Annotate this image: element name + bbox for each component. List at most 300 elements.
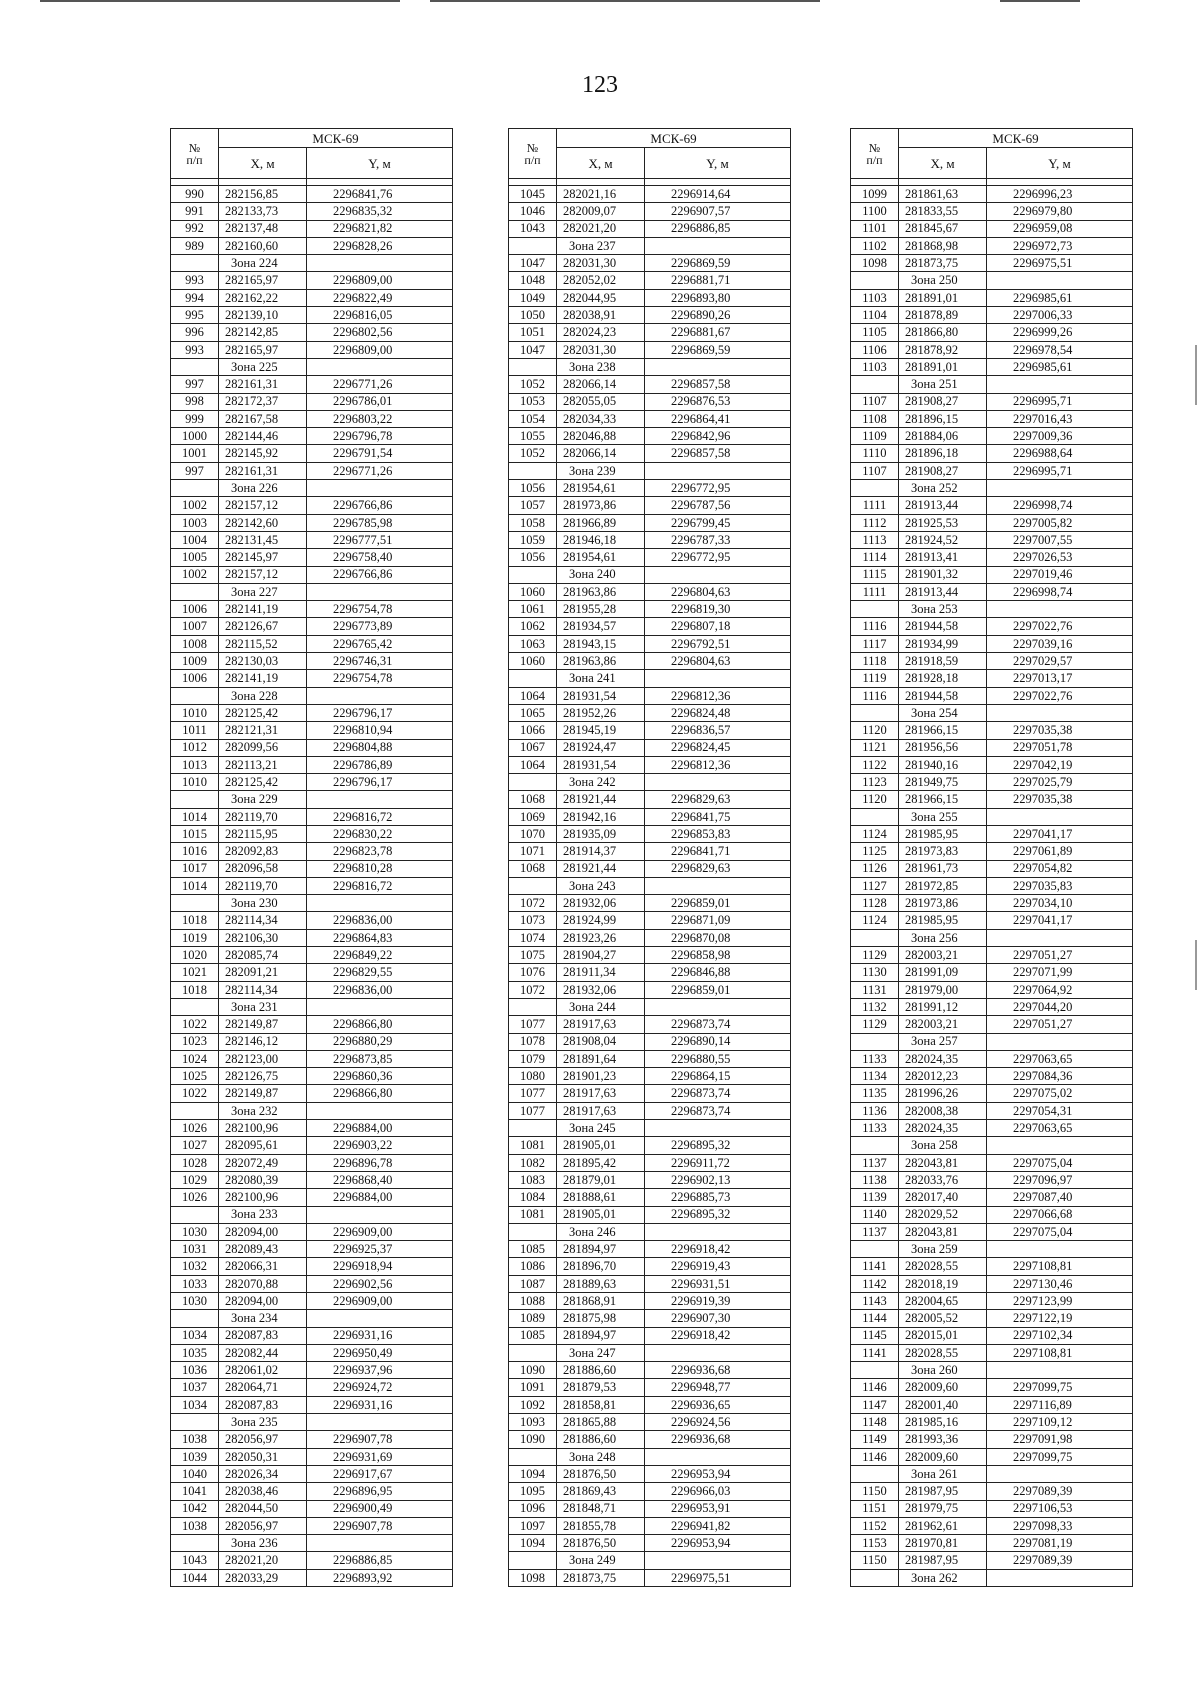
table-row [171, 1258, 453, 1275]
point-number: 1042 [171, 1500, 219, 1517]
y-value: 2297075,04 [987, 1154, 1133, 1171]
point-number: 1090 [509, 1431, 557, 1448]
x-value: 282012,23 [899, 1068, 987, 1085]
x-value: 281866,80 [899, 324, 987, 341]
x-value: 282064,71 [219, 1379, 307, 1396]
table-row [171, 1396, 453, 1413]
x-value: 281875,98 [557, 1310, 645, 1327]
y-value: 2296859,01 [645, 981, 791, 998]
x-value: 281913,44 [899, 497, 987, 514]
x-value: 282024,35 [899, 1050, 987, 1067]
zone-label: Зона 245 [557, 1120, 645, 1137]
y-value: 2296918,94 [307, 1258, 453, 1275]
header-number: № п/п [171, 129, 219, 179]
table-row [851, 1500, 1133, 1517]
y-value: 2296995,71 [987, 393, 1133, 410]
x-value: 281888,61 [557, 1189, 645, 1206]
point-number: 1120 [851, 791, 899, 808]
x-value: 282145,97 [219, 549, 307, 566]
y-value: 2296873,85 [307, 1050, 453, 1067]
y-value: 2296925,37 [307, 1241, 453, 1258]
table-row [851, 687, 1133, 704]
x-value: 281905,01 [557, 1206, 645, 1223]
y-value [645, 462, 791, 479]
y-value: 2296919,39 [645, 1293, 791, 1310]
y-value: 2297099,75 [987, 1379, 1133, 1396]
point-number: 1130 [851, 964, 899, 981]
x-value: 281869,43 [557, 1483, 645, 1500]
table-row [171, 1068, 453, 1085]
x-value: 282018,19 [899, 1275, 987, 1292]
point-number: 1153 [851, 1535, 899, 1552]
y-value: 2296842,96 [645, 428, 791, 445]
y-value: 2296766,86 [307, 566, 453, 583]
y-value: 2297051,27 [987, 1016, 1133, 1033]
x-value: 281931,54 [557, 756, 645, 773]
y-value: 2296895,32 [645, 1137, 791, 1154]
top-rule-middle [430, 0, 820, 2]
x-value: 282024,35 [899, 1120, 987, 1137]
point-number: 1143 [851, 1293, 899, 1310]
point-number: 1045 [509, 186, 557, 203]
point-number: 1127 [851, 877, 899, 894]
point-number: 1135 [851, 1085, 899, 1102]
table-row [509, 1016, 791, 1033]
point-number [171, 255, 219, 272]
point-number: 1116 [851, 687, 899, 704]
zone-row [171, 358, 453, 375]
table-row [509, 1310, 791, 1327]
x-value: 282087,83 [219, 1396, 307, 1413]
table-row [851, 1102, 1133, 1119]
zone-label: Зона 250 [899, 272, 987, 289]
point-number [171, 687, 219, 704]
zone-label: Зона 225 [219, 358, 307, 375]
x-value: 281991,12 [899, 998, 987, 1015]
x-value: 281908,27 [899, 393, 987, 410]
table-row [509, 964, 791, 981]
table-row [171, 635, 453, 652]
point-number: 1081 [509, 1206, 557, 1223]
x-value: 282017,40 [899, 1189, 987, 1206]
scan-edge-mark [1195, 940, 1197, 990]
table-row [851, 341, 1133, 358]
y-value: 2296948,77 [645, 1379, 791, 1396]
table-row [509, 203, 791, 220]
table-row [851, 998, 1133, 1015]
point-number: 1103 [851, 289, 899, 306]
point-number: 1098 [509, 1569, 557, 1586]
point-number [509, 462, 557, 479]
x-value: 282130,03 [219, 653, 307, 670]
point-number [509, 1448, 557, 1465]
point-number: 1129 [851, 1016, 899, 1033]
zone-row [171, 255, 453, 272]
x-value: 282033,76 [899, 1171, 987, 1188]
y-value [645, 774, 791, 791]
x-value: 282149,87 [219, 1016, 307, 1033]
table-row [509, 272, 791, 289]
zone-label: Зона 254 [899, 704, 987, 721]
point-number: 1076 [509, 964, 557, 981]
y-value: 2297087,40 [987, 1189, 1133, 1206]
y-value: 2297091,98 [987, 1431, 1133, 1448]
zone-row [171, 895, 453, 912]
table-row [851, 653, 1133, 670]
y-value [645, 670, 791, 687]
zone-label: Зона 230 [219, 895, 307, 912]
table-row [509, 843, 791, 860]
point-number: 1137 [851, 1154, 899, 1171]
zone-label: Зона 256 [899, 929, 987, 946]
y-value: 2297064,92 [987, 981, 1133, 998]
x-value: 282031,30 [557, 255, 645, 272]
table-row [171, 825, 453, 842]
table-row [171, 497, 453, 514]
x-value: 282024,23 [557, 324, 645, 341]
x-value: 282028,55 [899, 1258, 987, 1275]
x-value: 282031,30 [557, 341, 645, 358]
scan-edge-mark [1195, 345, 1197, 405]
table-row [509, 704, 791, 721]
point-number: 1103 [851, 358, 899, 375]
x-value: 282092,83 [219, 843, 307, 860]
point-number: 1043 [509, 220, 557, 237]
point-number [171, 358, 219, 375]
y-value [645, 1552, 791, 1569]
table-row [851, 1414, 1133, 1431]
y-value: 2296830,22 [307, 825, 453, 842]
y-value: 2297026,53 [987, 549, 1133, 566]
point-number [851, 1241, 899, 1258]
table-row [171, 1379, 453, 1396]
table-row [509, 1033, 791, 1050]
x-value: 281985,16 [899, 1414, 987, 1431]
point-number: 1140 [851, 1206, 899, 1223]
y-value: 2296786,89 [307, 756, 453, 773]
x-value: 281876,50 [557, 1535, 645, 1552]
y-value: 2296841,71 [645, 843, 791, 860]
table-row [851, 964, 1133, 981]
zone-label: Зона 243 [557, 877, 645, 894]
y-value [645, 1344, 791, 1361]
y-value: 2296950,49 [307, 1344, 453, 1361]
x-value: 281966,15 [899, 722, 987, 739]
x-value: 282161,31 [219, 376, 307, 393]
y-value [645, 998, 791, 1015]
table-row [509, 497, 791, 514]
x-value: 282160,60 [219, 237, 307, 254]
y-value [307, 1310, 453, 1327]
y-value: 2296824,48 [645, 704, 791, 721]
x-value: 282172,37 [219, 393, 307, 410]
table-row [851, 1120, 1133, 1137]
y-value: 2296866,80 [307, 1085, 453, 1102]
y-value: 2297108,81 [987, 1258, 1133, 1275]
y-value: 2296918,42 [645, 1241, 791, 1258]
point-number [509, 877, 557, 894]
y-value: 2296829,63 [645, 791, 791, 808]
y-value: 2297063,65 [987, 1120, 1133, 1137]
point-number: 1123 [851, 774, 899, 791]
point-number: 1093 [509, 1414, 557, 1431]
table-row [509, 791, 791, 808]
point-number: 1046 [509, 203, 557, 220]
y-value: 2296864,83 [307, 929, 453, 946]
point-number: 1089 [509, 1310, 557, 1327]
x-value: 281868,91 [557, 1293, 645, 1310]
point-number [509, 1344, 557, 1361]
point-number: 1052 [509, 445, 557, 462]
x-value: 281873,75 [557, 1569, 645, 1586]
table-row [171, 1033, 453, 1050]
y-value: 2296772,95 [645, 549, 791, 566]
point-number: 1142 [851, 1275, 899, 1292]
table-row [171, 670, 453, 687]
point-number: 1059 [509, 531, 557, 548]
point-number [171, 895, 219, 912]
x-value: 281889,63 [557, 1275, 645, 1292]
y-value: 2297063,65 [987, 1050, 1133, 1067]
y-value: 2297071,99 [987, 964, 1133, 981]
point-number: 1094 [509, 1535, 557, 1552]
x-value: 282066,14 [557, 445, 645, 462]
y-value: 2296773,89 [307, 618, 453, 635]
table-row [509, 739, 791, 756]
table-row [509, 341, 791, 358]
x-value: 282146,12 [219, 1033, 307, 1050]
y-value: 2296821,82 [307, 220, 453, 237]
point-number: 1011 [171, 722, 219, 739]
header-coordinate-system: МСК-69 [899, 129, 1133, 148]
zone-row [509, 670, 791, 687]
zone-row [851, 808, 1133, 825]
table-row [851, 1275, 1133, 1292]
y-value [987, 376, 1133, 393]
y-value: 2296907,30 [645, 1310, 791, 1327]
table-row [851, 947, 1133, 964]
y-value: 2296900,49 [307, 1500, 453, 1517]
x-value: 281921,44 [557, 860, 645, 877]
point-number: 1083 [509, 1171, 557, 1188]
point-number: 997 [171, 376, 219, 393]
table-row [851, 358, 1133, 375]
point-number: 1050 [509, 307, 557, 324]
point-number: 1069 [509, 808, 557, 825]
x-value: 282015,01 [899, 1327, 987, 1344]
x-value: 282080,39 [219, 1171, 307, 1188]
point-number: 1148 [851, 1414, 899, 1431]
y-value: 2297084,36 [987, 1068, 1133, 1085]
x-value: 282028,55 [899, 1344, 987, 1361]
point-number: 1110 [851, 445, 899, 462]
point-number: 1091 [509, 1379, 557, 1396]
y-value: 2296881,67 [645, 324, 791, 341]
x-value: 282070,88 [219, 1275, 307, 1292]
table-row [509, 1102, 791, 1119]
y-value: 2297096,97 [987, 1171, 1133, 1188]
point-number [851, 272, 899, 289]
y-value: 2296835,32 [307, 203, 453, 220]
point-number: 1022 [171, 1016, 219, 1033]
point-number: 1146 [851, 1379, 899, 1396]
y-value: 2296972,73 [987, 237, 1133, 254]
x-value: 282114,34 [219, 981, 307, 998]
table-row [509, 1171, 791, 1188]
table-row [171, 601, 453, 618]
table-row [509, 635, 791, 652]
point-number: 1006 [171, 670, 219, 687]
y-value: 2296816,72 [307, 877, 453, 894]
point-number: 1070 [509, 825, 557, 842]
y-value: 2297039,16 [987, 635, 1133, 652]
table-row [851, 895, 1133, 912]
x-value: 281873,75 [899, 255, 987, 272]
x-value: 281845,67 [899, 220, 987, 237]
table-row [851, 1310, 1133, 1327]
table-row [509, 895, 791, 912]
y-value: 2297029,57 [987, 653, 1133, 670]
x-value: 282056,97 [219, 1431, 307, 1448]
y-value: 2296884,00 [307, 1189, 453, 1206]
table-row [509, 1085, 791, 1102]
point-number: 1112 [851, 514, 899, 531]
point-number [509, 237, 557, 254]
y-value: 2297016,43 [987, 410, 1133, 427]
point-number: 1077 [509, 1016, 557, 1033]
point-number: 1079 [509, 1050, 557, 1067]
point-number: 1015 [171, 825, 219, 842]
y-value: 2296810,28 [307, 860, 453, 877]
zone-label: Зона 257 [899, 1033, 987, 1050]
point-number: 1014 [171, 877, 219, 894]
table-row [509, 808, 791, 825]
y-value: 2296924,72 [307, 1379, 453, 1396]
table-row [171, 341, 453, 358]
point-number: 1006 [171, 601, 219, 618]
y-value: 2297035,38 [987, 722, 1133, 739]
table-row [509, 531, 791, 548]
y-value: 2296902,13 [645, 1171, 791, 1188]
y-value [987, 1569, 1133, 1586]
point-number: 995 [171, 307, 219, 324]
y-value: 2296881,71 [645, 272, 791, 289]
y-value: 2297089,39 [987, 1552, 1133, 1569]
zone-row [171, 480, 453, 497]
point-number: 1134 [851, 1068, 899, 1085]
y-value: 2296909,00 [307, 1293, 453, 1310]
y-value [645, 1120, 791, 1137]
y-value [307, 1535, 453, 1552]
y-value [987, 1137, 1133, 1154]
x-value: 281946,18 [557, 531, 645, 548]
table-row [171, 1517, 453, 1534]
y-value: 2297013,17 [987, 670, 1133, 687]
zone-label: Зона 246 [557, 1223, 645, 1240]
point-number: 1029 [171, 1171, 219, 1188]
y-value: 2296880,55 [645, 1050, 791, 1067]
zone-row [851, 929, 1133, 946]
y-value: 2296786,01 [307, 393, 453, 410]
y-value: 2297005,82 [987, 514, 1133, 531]
point-number: 1041 [171, 1483, 219, 1500]
zone-label: Зона 242 [557, 774, 645, 791]
table-row [851, 1327, 1133, 1344]
point-number: 1095 [509, 1483, 557, 1500]
zone-label: Зона 236 [219, 1535, 307, 1552]
y-value: 2296799,45 [645, 514, 791, 531]
table-row [171, 1085, 453, 1102]
y-value [987, 601, 1133, 618]
point-number: 1077 [509, 1102, 557, 1119]
table-row [851, 860, 1133, 877]
table-row [851, 1396, 1133, 1413]
y-value: 2296796,78 [307, 428, 453, 445]
x-value: 281932,06 [557, 981, 645, 998]
point-number: 1047 [509, 341, 557, 358]
y-value: 2296893,92 [307, 1569, 453, 1586]
point-number: 1071 [509, 843, 557, 860]
table-row [851, 531, 1133, 548]
x-value: 282145,92 [219, 445, 307, 462]
table-row [509, 1241, 791, 1258]
coordinates-table-3 [850, 128, 1133, 1587]
y-value [645, 877, 791, 894]
x-value: 282157,12 [219, 497, 307, 514]
table-row [509, 1431, 791, 1448]
table-row [851, 203, 1133, 220]
x-value: 282167,58 [219, 410, 307, 427]
y-value [987, 272, 1133, 289]
x-value: 282029,52 [899, 1206, 987, 1223]
point-number: 1067 [509, 739, 557, 756]
zone-label: Зона 253 [899, 601, 987, 618]
point-number: 1068 [509, 860, 557, 877]
point-number: 1074 [509, 929, 557, 946]
y-value: 2296917,67 [307, 1465, 453, 1482]
y-value: 2296907,78 [307, 1431, 453, 1448]
point-number: 1124 [851, 825, 899, 842]
point-number: 1016 [171, 843, 219, 860]
table-row [851, 739, 1133, 756]
y-value: 2296959,08 [987, 220, 1133, 237]
table-row [851, 1344, 1133, 1361]
y-value: 2296816,05 [307, 307, 453, 324]
y-value: 2296841,76 [307, 186, 453, 203]
point-number: 1078 [509, 1033, 557, 1050]
x-value: 281962,61 [899, 1517, 987, 1534]
table-row [509, 1154, 791, 1171]
x-value: 281979,00 [899, 981, 987, 998]
x-value: 281891,01 [899, 289, 987, 306]
point-number: 1058 [509, 514, 557, 531]
zone-label: Зона 232 [219, 1102, 307, 1119]
x-value: 281973,83 [899, 843, 987, 860]
zone-label: Зона 228 [219, 687, 307, 704]
point-number: 1028 [171, 1154, 219, 1171]
y-value: 2296846,88 [645, 964, 791, 981]
x-value: 282131,45 [219, 531, 307, 548]
point-number: 1075 [509, 947, 557, 964]
table-row [851, 1517, 1133, 1534]
header-number: № п/п [851, 129, 899, 179]
point-number: 1027 [171, 1137, 219, 1154]
table-row [171, 289, 453, 306]
y-value: 2297108,81 [987, 1344, 1133, 1361]
zone-row [171, 1102, 453, 1119]
point-number: 1044 [171, 1569, 219, 1586]
x-value: 282100,96 [219, 1189, 307, 1206]
